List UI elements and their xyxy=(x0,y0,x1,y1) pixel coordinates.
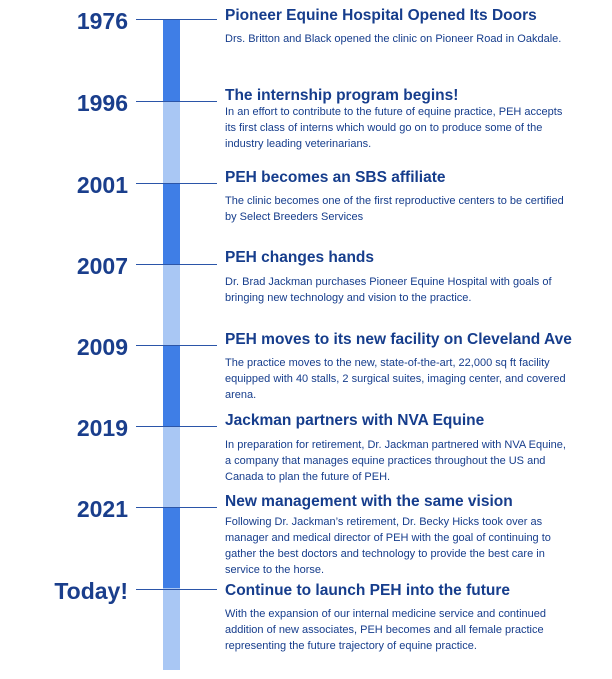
event-tick xyxy=(136,426,217,427)
timeline-bar-segment xyxy=(163,183,180,264)
event-description: Drs. Britton and Black opened the clinic on Pioneer Road in Oakdale. xyxy=(225,33,562,45)
event-title: New management with the same vision xyxy=(225,493,513,510)
event-tick xyxy=(136,345,217,346)
event-tick xyxy=(136,264,217,265)
event-tick xyxy=(136,101,217,102)
event-tick xyxy=(136,19,217,20)
event-title: PEH moves to its new facility on Cleveland Ave xyxy=(225,331,572,348)
event-description: The practice moves to the new, state-of-the-art, 22,000 sq ft facility equipped with 40 stalls, 2 surgical suites, imaging center, and covered arena. xyxy=(225,357,566,401)
event-tick xyxy=(136,507,217,508)
event-year: Today! xyxy=(54,578,128,604)
event-year: 1996 xyxy=(76,90,128,116)
timeline-bar-segment xyxy=(163,426,180,507)
timeline-bar-segment xyxy=(163,345,180,426)
timeline-bar-segment xyxy=(163,264,180,345)
event-tick xyxy=(136,589,217,590)
event-title: PEH becomes an SBS affiliate xyxy=(225,169,446,186)
event-year: 2009 xyxy=(76,334,128,360)
event-year: 1976 xyxy=(76,8,128,34)
timeline-bar-segment xyxy=(163,101,180,183)
event-title: PEH changes hands xyxy=(225,249,375,266)
event-title: Jackman partners with NVA Equine xyxy=(225,412,485,429)
event-description: The clinic becomes one of the first reproductive centers to be certified by Select Breeders Services xyxy=(225,195,564,223)
event-title: Continue to launch PEH into the future xyxy=(225,582,511,599)
event-description: Dr. Brad Jackman purchases Pioneer Equine Hospital with goals of bringing new technology and vision to the practice. xyxy=(225,276,552,304)
event-title: The internship program begins! xyxy=(225,87,459,104)
timeline-bar-segment xyxy=(163,19,180,101)
event-description: In an effort to contribute to the future of equine practice, PEH accepts its first class of interns which would go on to produce some of the industry leading veterinarians. xyxy=(225,106,563,150)
timeline-bar-segment xyxy=(163,507,180,588)
event-year: 2001 xyxy=(76,172,128,198)
event-description: Following Dr. Jackman’s retirement, Dr. Becky Hicks took over as manager and medical director of PEH with the goal of continuing to gather the best doctors and technology to provide the best care in service to the horse. xyxy=(225,516,551,576)
timeline-bar-segment xyxy=(163,588,180,670)
event-year: 2019 xyxy=(76,415,128,441)
event-year: 2021 xyxy=(76,496,128,522)
event-tick xyxy=(136,183,217,184)
event-description: With the expansion of our internal medicine service and continued addition of new associates, PEH becomes and all female practice representing the future trajectory of equine practice. xyxy=(225,608,547,652)
event-description: In preparation for retirement, Dr. Jackman partnered with NVA Equine, a company that manages equine practices throughout the US and Canada to plan the future of PEH. xyxy=(225,439,566,483)
event-year: 2007 xyxy=(76,253,128,279)
event-title: Pioneer Equine Hospital Opened Its Doors xyxy=(225,7,537,24)
